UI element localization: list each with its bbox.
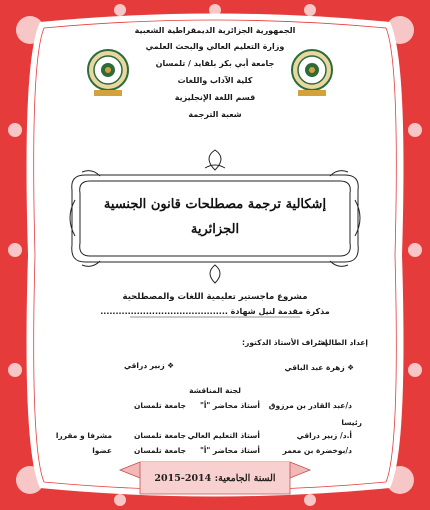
committee-member-3-name: د/بوخضرة بن معمر bbox=[282, 446, 352, 455]
supervisor-name: ❖ زبير دراقي bbox=[123, 361, 174, 370]
committee-president-role: رئيسا bbox=[341, 418, 362, 427]
committee-member-2-rank: أستاذ التعليم العالي bbox=[187, 431, 260, 440]
supervisor-label: إشراف الأستاذ الدكتور: bbox=[242, 338, 328, 347]
header-republic: الجمهورية الجزائرية الديمقراطية الشعبية bbox=[134, 26, 296, 35]
committee-member-2-uni: جامعة تلمسان bbox=[133, 431, 186, 440]
committee-member-1-rank: أستاذ محاضر "أ" bbox=[199, 401, 260, 410]
student-label: إعداد الطالبة: bbox=[318, 338, 368, 347]
committee-member-3-rank: أستاذ محاضر "أ" bbox=[199, 446, 260, 455]
header-department: قسم اللغة الإنجليزية bbox=[174, 93, 256, 102]
student-name: ❖ زهرة عبد الباقي bbox=[284, 363, 354, 372]
committee-member-1-name: د/عبد القادر بن مرزوق bbox=[268, 401, 352, 410]
committee-member-3-uni: جامعة تلمسان bbox=[133, 446, 186, 455]
academic-year: السنة الجامعية: 2014-2015 bbox=[154, 473, 276, 484]
committee-member-2-role: مشرفا و مقررا bbox=[55, 431, 112, 440]
committee-member-1-uni: جامعة تلمسان bbox=[133, 401, 186, 410]
committee-title: لجنة المناقشة bbox=[189, 386, 241, 395]
header-university: جامعة أبي بكر بلقايد / تلمسان bbox=[155, 59, 275, 68]
header-faculty: كلية الآداب واللغات bbox=[177, 76, 253, 85]
memo-line: مذكرة مقدمة لنيل شهادة .......................................... bbox=[100, 307, 330, 316]
header-branch: شعبة الترجمة bbox=[188, 110, 242, 119]
header-ministry: وزارة التعليم العالي والبحث العلمي bbox=[145, 42, 285, 51]
committee-member-3-role: عضوا bbox=[92, 446, 112, 455]
project-line: مشروع ماجستير تعليمية اللغات والمصطلحية bbox=[122, 292, 308, 302]
committee-member-2-name: أ.د/ زبير دراقي bbox=[296, 431, 352, 440]
thesis-title-line2: الجزائرية bbox=[190, 222, 240, 237]
thesis-title-line1: إشكالية ترجمة مصطلحات قانون الجنسية bbox=[103, 197, 327, 212]
